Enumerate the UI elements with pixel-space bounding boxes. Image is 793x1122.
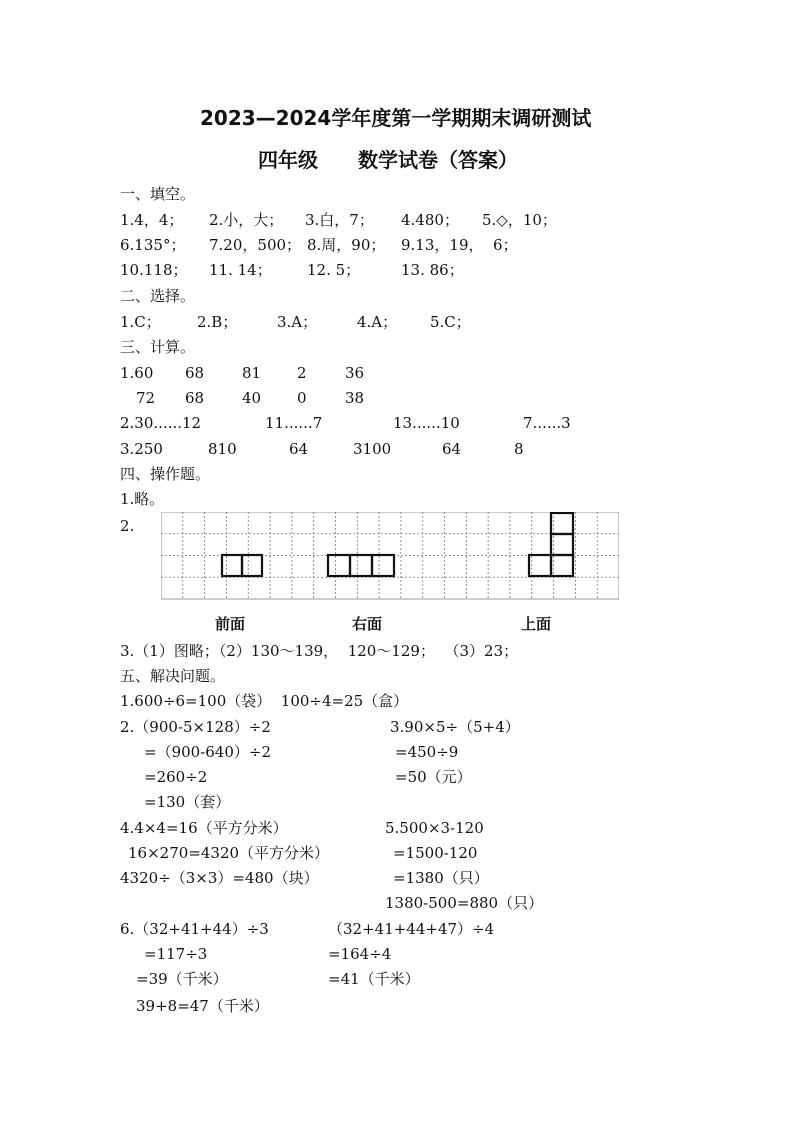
answer-item: （32+41+44+47）÷4 [328,920,495,938]
answer-item: =260÷2 [144,768,208,786]
answer-item: 10.118； [120,261,188,279]
answer-item: 7......3 [523,414,571,432]
front-view-square [242,555,262,576]
answer-item: 1.60 [120,364,154,382]
answer-item: 13......10 [393,414,460,432]
answer-item: 38 [345,389,365,407]
answer-item: 6.（32+41+44）÷3 [120,920,269,938]
answer-item: 9.13，19， 6； [401,236,518,254]
answer-item: 4.A； [357,313,398,331]
section-heading: 一、填空。 [120,185,196,203]
answer-item: =39（千米） [136,970,228,988]
answer-item: 1.C； [120,313,161,331]
exam-subtitle: 四年级 数学试卷（答案） [258,148,518,172]
answer-item: 4320÷（3×3）=480（块） [120,869,319,887]
right-view-square [372,555,394,576]
answer-item: 1380-500=880（只） [385,894,544,912]
right-view-label: 右面 [352,615,383,633]
answer-item: 64 [289,440,309,458]
answer-item: 68 [185,364,205,382]
answer-item: 5.500×3-120 [385,819,484,837]
right-view-square [350,555,372,576]
answer-item: =130（套） [144,793,231,811]
answer-item: 0 [297,389,307,407]
answer-item: 2. [120,517,135,535]
section-heading: 三、计算。 [120,338,196,356]
answer-item: 1.略。 [120,490,165,508]
answer-item: 8 [514,440,524,458]
top-view-square [551,513,573,534]
answer-item: 2.30......12 [120,414,202,432]
answer-item: 39+8=47（千米） [136,997,269,1015]
answer-item: 1.600÷6=100（袋） 100÷4=25（盒） [120,692,409,710]
top-view-square [551,534,573,555]
answer-item: =41（千米） [328,970,420,988]
answer-item: 4.480； [401,211,459,229]
answer-item: =1500-120 [393,844,478,862]
section-heading: 四、操作题。 [120,465,211,483]
section-heading: 二、选择。 [120,287,196,305]
exam-title: 2023—2024学年度第一学期期末调研测试 [200,106,592,130]
answer-item: 81 [242,364,262,382]
right-view-square [328,555,350,576]
answer-item: 7.20，500； [209,236,302,254]
top-view-square [529,555,551,576]
answer-item: =（900-640）÷2 [144,743,272,761]
answer-item: 6.135°； [120,236,186,254]
section-heading: 五、解决问题。 [120,667,226,685]
answer-item: 2 [297,364,307,382]
answer-item: =164÷4 [328,945,392,963]
answer-item: 13. 86； [401,261,464,279]
answer-item: 12. 5； [307,261,361,279]
answer-item: 1.4，4； [120,211,184,229]
view-grid [161,512,619,602]
answer-item: =50（元） [395,768,472,786]
answer-item: 8.周，90； [307,236,386,254]
answer-item: 3.白，7； [305,211,374,229]
answer-item: 810 [208,440,237,458]
answer-item: 2.B； [197,313,238,331]
top-view-label: 上面 [521,615,552,633]
answer-item: 3.90×5÷（5+4） [390,718,520,736]
answer-item: 3.（1）图略；（2）130～139， 120～129； （3）23； [120,642,519,660]
answer-item: =117÷3 [144,945,208,963]
answer-item: 4.4×4=16（平方分米） [120,819,288,837]
answer-item: 2.（900-5×128）÷2 [120,718,271,736]
answer-item: 40 [242,389,262,407]
answer-item: 11. 14； [209,261,272,279]
front-view-label: 前面 [215,615,246,633]
answer-item: 5.C； [430,313,471,331]
answer-item: 3.250 [120,440,163,458]
answer-item: 2.小，大； [209,211,284,229]
answer-item: =1380（只） [393,869,489,887]
answer-item: 72 [136,389,156,407]
answer-item: 11......7 [265,414,323,432]
answer-item: 3100 [353,440,392,458]
answer-item: 5.◇，10； [482,211,557,229]
answer-item: 64 [442,440,462,458]
answer-item: 36 [345,364,365,382]
answer-item: 3.A； [277,313,318,331]
answer-item: 68 [185,389,205,407]
front-view-square [222,555,242,576]
answer-item: 16×270=4320（平方分米） [128,844,330,862]
answer-item: =450÷9 [395,743,459,761]
top-view-square [551,555,573,576]
